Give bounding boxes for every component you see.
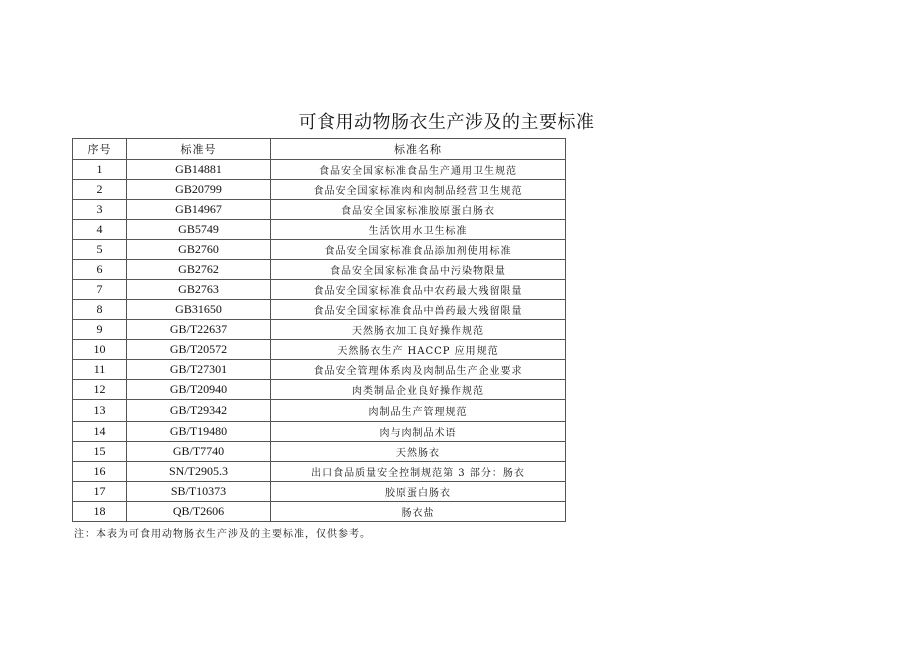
row-index: 7 [73,280,127,300]
row-index: 8 [73,300,127,320]
row-index: 14 [73,422,127,442]
table-row [73,300,566,320]
row-standard-code: SN/T2905.3 [127,462,271,482]
document-title: 可食用动物肠衣生产涉及的主要标准 [298,112,595,133]
row-standard-code: GB14881 [127,160,271,180]
row-standard-name: 肉类制品企业良好操作规范 [271,380,566,400]
row-standard-name: 肠衣盐 [271,502,566,522]
row-standard-code: GB2763 [127,280,271,300]
row-standard-code: GB/T19480 [127,422,271,442]
row-index: 2 [73,180,127,200]
header-index: 序号 [73,139,127,160]
table-header-row [73,139,566,160]
row-standard-name: 肉制品生产管理规范 [271,400,566,422]
table-row [73,260,566,280]
row-standard-name: 肉与肉制品术语 [271,422,566,442]
row-standard-code: GB31650 [127,300,271,320]
row-standard-code: GB2762 [127,260,271,280]
row-standard-code: GB/T20940 [127,380,271,400]
header-standard-code: 标准号 [127,139,271,160]
row-index: 18 [73,502,127,522]
row-index: 16 [73,462,127,482]
row-standard-name: 食品安全国家标准食品中农药最大残留限量 [271,280,566,300]
table-row [73,482,566,502]
table-row [73,340,566,360]
row-standard-code: GB/T27301 [127,360,271,380]
row-standard-name: 食品安全国家标准食品中污染物限量 [271,260,566,280]
standards-table [72,138,566,522]
row-index: 6 [73,260,127,280]
table-row [73,502,566,522]
row-standard-name: 食品安全国家标准胶原蛋白肠衣 [271,200,566,220]
table-row [73,422,566,442]
table-row [73,442,566,462]
row-standard-code: GB/T29342 [127,400,271,422]
row-standard-code: GB14967 [127,200,271,220]
row-index: 3 [73,200,127,220]
row-index: 17 [73,482,127,502]
row-standard-code: GB/T20572 [127,340,271,360]
row-index: 1 [73,160,127,180]
row-standard-code: GB/T22637 [127,320,271,340]
table-row [73,280,566,300]
row-index: 11 [73,360,127,380]
table-row [73,462,566,482]
table-row [73,360,566,380]
table-row [73,160,566,180]
row-standard-code: GB20799 [127,180,271,200]
row-standard-name: 天然肠衣加工良好操作规范 [271,320,566,340]
table-row [73,180,566,200]
table-row [73,320,566,340]
row-standard-name: 天然肠衣 [271,442,566,462]
row-index: 10 [73,340,127,360]
row-index: 12 [73,380,127,400]
row-standard-name: 食品安全国家标准食品中兽药最大残留限量 [271,300,566,320]
row-index: 15 [73,442,127,462]
row-standard-name: 食品安全国家标准食品生产通用卫生规范 [271,160,566,180]
row-standard-code: SB/T10373 [127,482,271,502]
table-footnote: 注：本表为可食用动物肠衣生产涉及的主要标准，仅供参考。 [74,529,371,540]
row-standard-name: 食品安全国家标准食品添加剂使用标准 [271,240,566,260]
table-row [73,200,566,220]
row-index: 5 [73,240,127,260]
row-standard-code: QB/T2606 [127,502,271,522]
table-row [73,380,566,400]
row-standard-name: 生活饮用水卫生标准 [271,220,566,240]
row-standard-code: GB2760 [127,240,271,260]
table-row [73,240,566,260]
table-row [73,400,566,422]
row-standard-name: 食品安全国家标准肉和肉制品经营卫生规范 [271,180,566,200]
row-index: 9 [73,320,127,340]
row-standard-code: GB5749 [127,220,271,240]
row-standard-code: GB/T7740 [127,442,271,462]
table-row [73,220,566,240]
row-standard-name: 天然肠衣生产 HACCP 应用规范 [271,340,566,360]
row-standard-name: 胶原蛋白肠衣 [271,482,566,502]
row-index: 4 [73,220,127,240]
row-standard-name: 食品安全管理体系肉及肉制品生产企业要求 [271,360,566,380]
row-index: 13 [73,400,127,422]
header-standard-name: 标准名称 [271,139,566,160]
row-standard-name: 出口食品质量安全控制规范第 3 部分：肠衣 [271,462,566,482]
